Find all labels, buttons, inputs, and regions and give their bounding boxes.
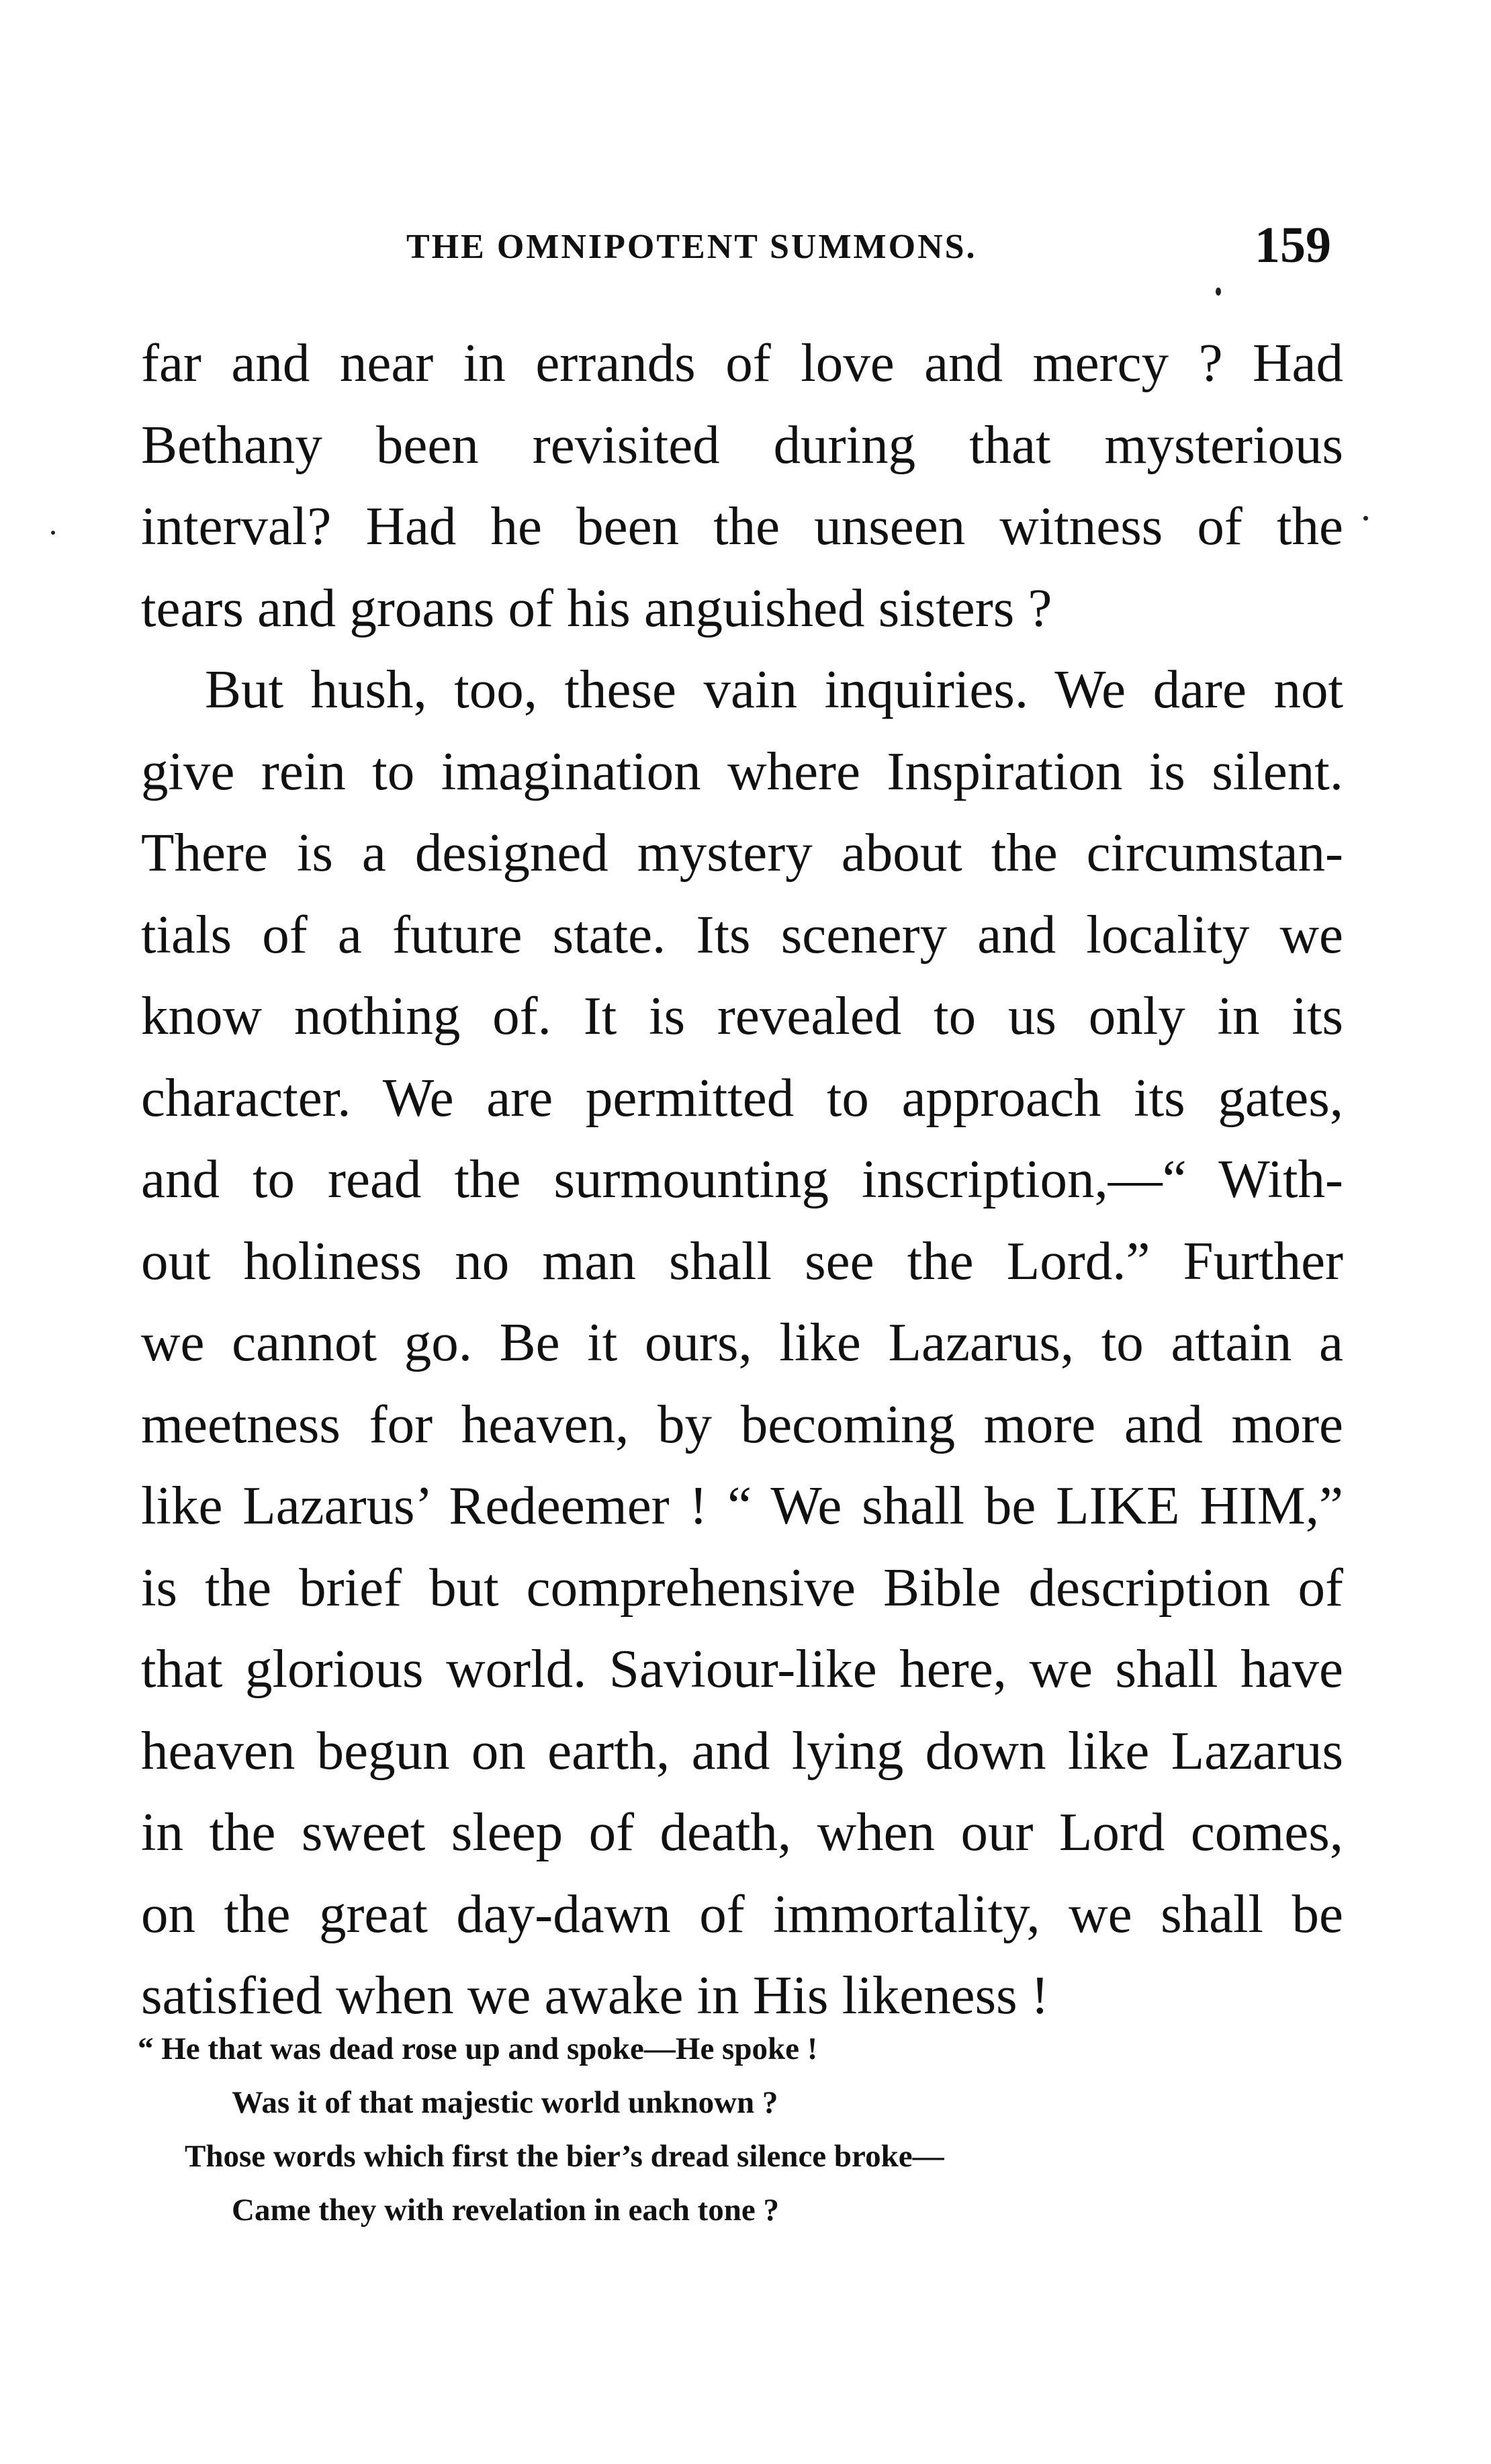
text-line: in the sweet sleep of death, when our Lord comes,: [141, 1802, 1343, 1862]
print-speck: [51, 531, 55, 535]
body-text: [141, 322, 1343, 2037]
running-title: THE OMNIPOTENT SUMMONS.: [406, 228, 977, 266]
text-line: tials of a future state. Its scenery and locality we: [141, 904, 1343, 965]
text-line: is the brief but comprehensive Bible description of: [141, 1556, 1343, 1618]
text-line: meetness for heaven, by becoming more and more: [141, 1393, 1343, 1454]
text-line: give rein to imagination where Inspiration is silent.: [141, 740, 1343, 801]
text-line: Bethany been revisited during that mysterious: [141, 414, 1343, 475]
text-line: satisfied when we awake in His likeness !: [141, 1965, 1049, 2025]
poem-line: Was it of that majestic world unknown ?: [232, 2085, 778, 2120]
text-line: far and near in errands of love and mercy ? Had: [141, 333, 1343, 393]
print-speck: [1216, 288, 1221, 296]
text-line: that glorious world. Saviour-like here, we shall have: [141, 1638, 1343, 1699]
poem-quotation: [138, 2022, 1212, 2237]
text-line: and to read the surmounting inscription,—“ With-: [141, 1149, 1343, 1209]
text-line: know nothing of. It is revealed to us only in its: [141, 985, 1343, 1046]
text-line: tears and groans of his anguished sisters ?: [141, 577, 1052, 638]
text-line: out holiness no man shall see the Lord.” Further: [141, 1230, 1343, 1291]
poem-line: “ He that was dead rose up and spoke—He spoke !: [138, 2031, 818, 2066]
text-line: character. We are permitted to approach its gates,: [141, 1067, 1343, 1128]
text-line: interval? Had he been the unseen witness of the: [141, 496, 1343, 556]
print-speck: [1363, 516, 1368, 521]
paragraph-first-line: But hush, too, these vain inquiries. We dare not: [205, 659, 1343, 719]
page-number: 159: [1255, 217, 1331, 273]
text-line: heaven begun on earth, and lying down like Lazarus: [141, 1720, 1343, 1781]
text-line: we cannot go. Be it ours, like Lazarus, to attain a: [141, 1312, 1343, 1372]
text-line: There is a designed mystery about the circumstan-: [141, 822, 1343, 883]
poem-line: Came they with revelation in each tone ?: [232, 2193, 779, 2228]
text-line: on the great day-dawn of immortality, we shall be: [141, 1883, 1343, 1944]
text-line: like Lazarus’ Redeemer ! “ We shall be LIKE HIM,”: [141, 1475, 1343, 1536]
poem-line: Those words which first the bier’s dread silence broke—: [185, 2139, 944, 2174]
